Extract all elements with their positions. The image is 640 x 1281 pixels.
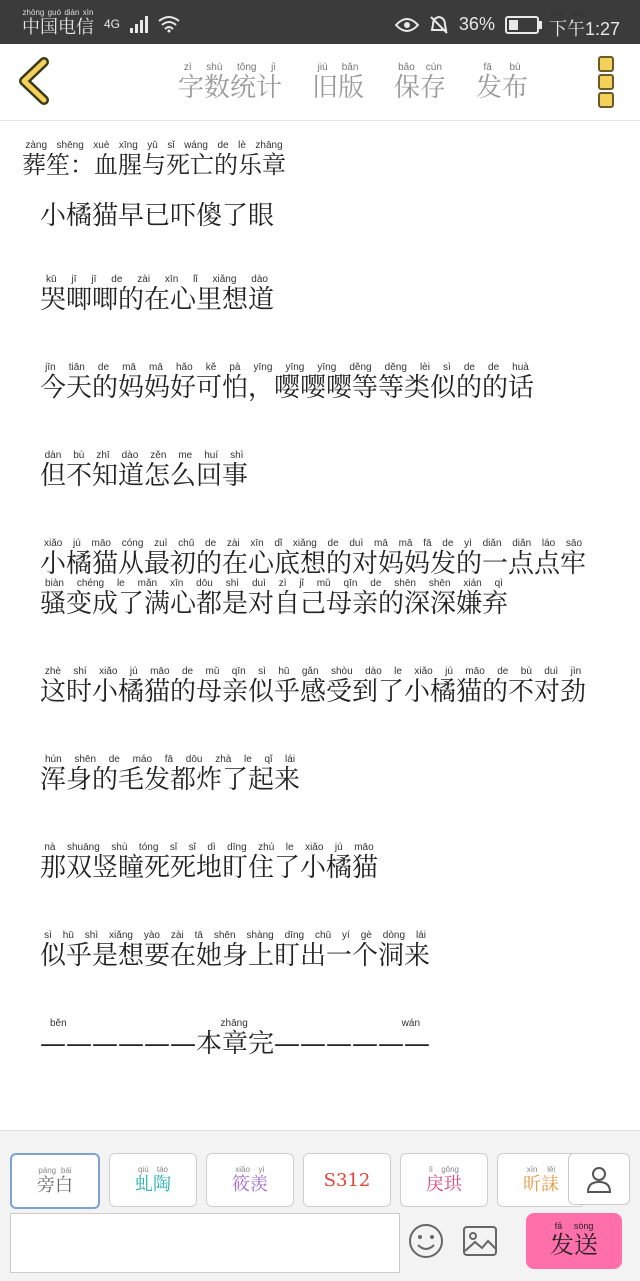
character-tab[interactable]: 虬陶qiú táo [109,1153,197,1207]
character-tab[interactable]: 旁白páng bái [10,1153,100,1209]
paragraph: 小橘猫早已吓傻了眼 [40,201,275,231]
back-arrow-icon[interactable] [14,56,54,106]
composer-bar [0,1130,640,1281]
message-input[interactable] [10,1213,400,1273]
top-toolbar [0,44,640,121]
user-icon [585,1165,613,1193]
emoji-icon[interactable] [408,1223,444,1259]
mute-bell-icon [429,15,449,35]
paragraph: 今天的妈妈好可怕，嘤嘤嘤等等类似的的话jīn tiān de mā mā hǎo kě pà yīng yīng yīng děng děng lèi sì de de huà [40,362,535,403]
send-button[interactable]: 发送fā sòng [526,1213,622,1269]
paragraph: 那双竖瞳死死地盯住了小橘猫nà shuāng shù tóng sǐ sǐ dì dīng zhù le xiǎo jú māo [40,842,379,883]
eye-icon [395,17,419,33]
header-action-2[interactable]: 保存bǎo cún [394,62,447,103]
chapter-end-line: ——————本章完——————běn zhāng wán [40,1018,431,1059]
battery-icon [505,16,539,34]
paragraph: 似乎是想要在她身上盯出一个洞来sì hū shì xiǎng yào zài tā shēn shàng dīng chū yí gè dòng lái [40,930,431,971]
carrier-name: 中国电信zhōng guó diàn xìn [22,8,94,37]
network-type: 4G [104,16,121,31]
character-tabs [10,1153,585,1209]
battery-percent: 36% [458,14,495,34]
wifi-icon [158,15,180,33]
more-menu-icon[interactable] [598,56,614,108]
header-actions [178,62,528,104]
character-tab[interactable]: S312 [303,1153,391,1207]
status-bar [0,0,640,44]
character-tab[interactable]: 筱羡xiǎo yì [206,1153,294,1207]
header-action-1[interactable]: 旧版jiù bǎn [312,62,365,103]
image-icon[interactable] [462,1225,498,1257]
header-action-3[interactable]: 发布fā bù [476,62,529,103]
user-button[interactable] [568,1153,630,1205]
chapter-content [40,196,610,1106]
clock: 下午xià wǔ1:27 [548,8,620,39]
paragraph: 浑身的毛发都炸了起来hún shēn de máo fā dōu zhà le qǐ lái [40,754,301,795]
character-tab[interactable]: 昕誄xīn lěi [497,1153,585,1207]
signal-icon [130,15,148,33]
header-action-0[interactable]: 字数统计zì shù tǒng jì [178,62,283,103]
paragraph: 但不知道怎么回事dàn bù zhī dào zěn me huí shì [40,450,249,491]
paragraph: 小橘猫从最初的在心底想的对妈妈发的一点点牢骚变成了满心都是对自己母亲的深深嫌弃xiǎo jú māo cóng zuì chū de zài xīn dǐ xiǎng de duì mā mā fā de yì diǎn diǎn láo sāo biàn chéng le mǎn xīn dōu shì duì zì jǐ mǔ qīn de shēn shēn xián qì [40,538,587,619]
paragraph: 哭唧唧的在心里想道kū jī jī de zài xīn lǐ xiǎng dào [40,274,275,315]
chapter-title: 葬笙：血腥与死亡的乐章zàng shēng xuè xīng yǔ sǐ wáng de lè zhāng [22,140,286,179]
character-tab[interactable]: 戾珙lì gǒng [400,1153,488,1207]
paragraph: 这时小橘猫的母亲似乎感受到了小橘猫的不对劲zhè shí xiǎo jú māo de mǔ qīn sì hū gǎn shòu dào le xiǎo jú māo de bù duì jìn [40,666,587,707]
